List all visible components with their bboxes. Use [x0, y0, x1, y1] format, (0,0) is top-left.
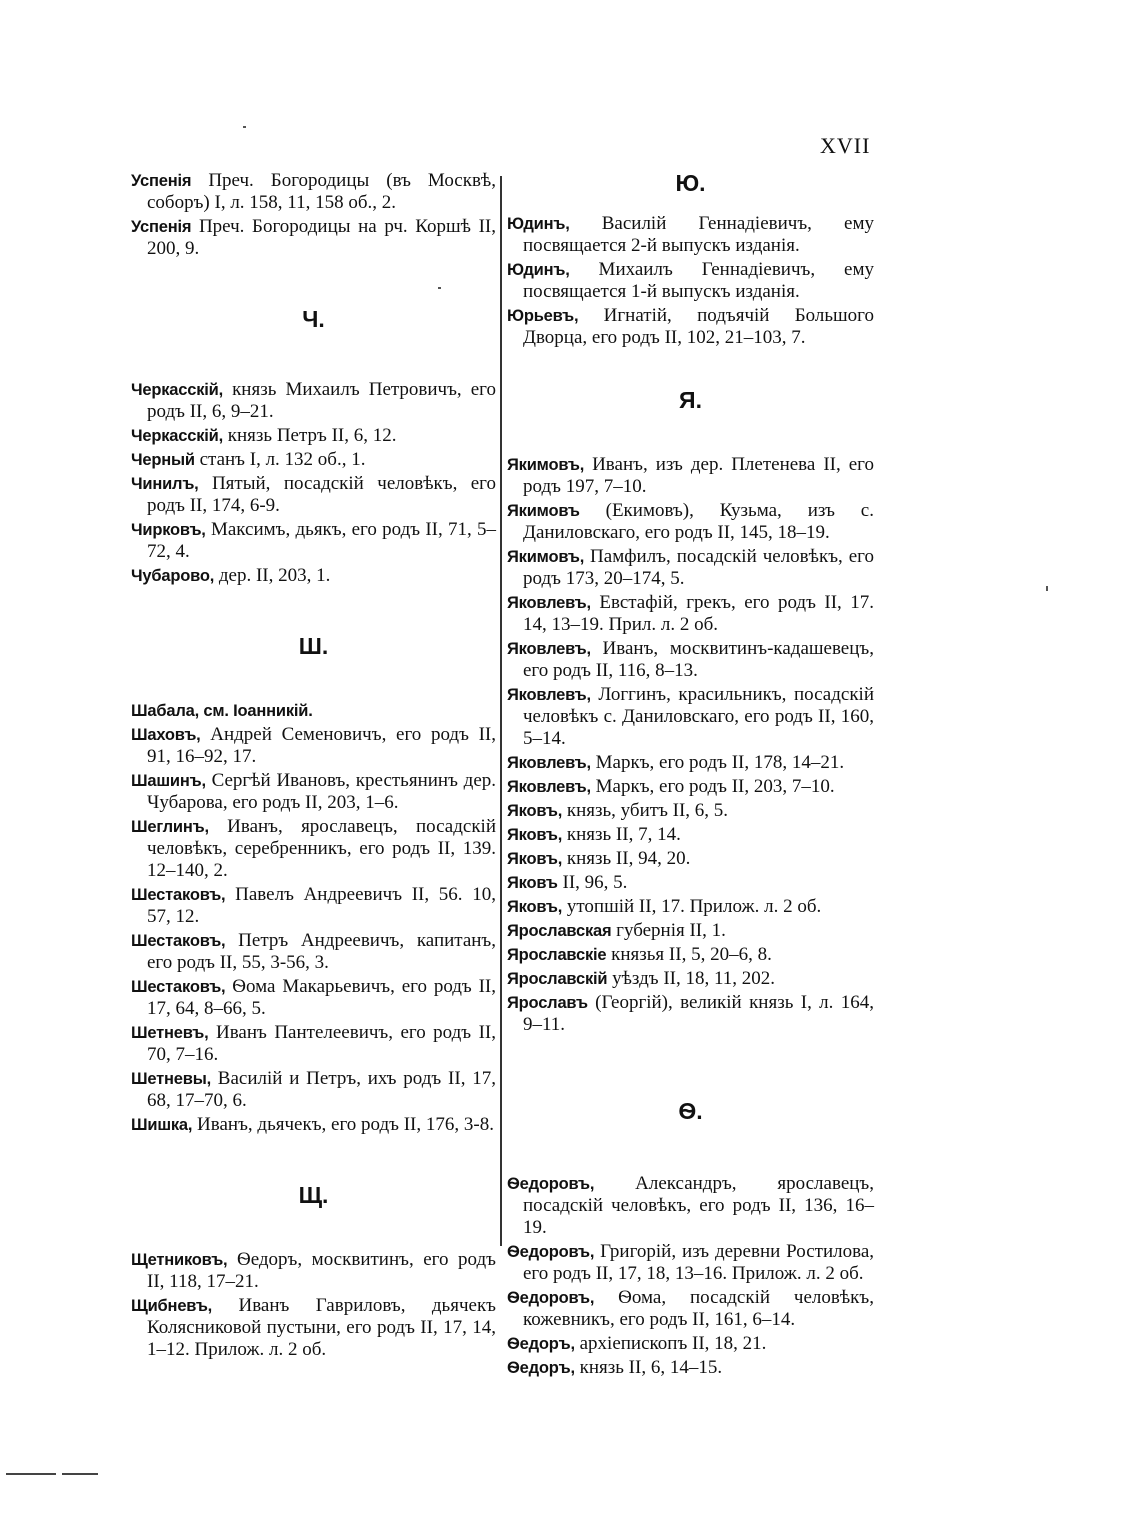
- entry-headword: Юдинъ,: [507, 215, 570, 233]
- entry-text: Маркъ, его родъ II, 178, 14–21.: [590, 752, 845, 773]
- entry-headword: Шестаковъ,: [131, 932, 226, 950]
- entry-headword: Ярославъ: [507, 994, 588, 1012]
- entry-headword: Юрьевъ,: [507, 307, 579, 325]
- entry-headword: Шестаковъ,: [131, 978, 226, 996]
- index-entry: [507, 920, 874, 942]
- entry-text: князь, убитъ II, 6, 5.: [562, 800, 729, 821]
- entry-headword: Яковлевъ,: [507, 640, 591, 658]
- entry-headword: Черкасскій,: [131, 381, 224, 399]
- index-entry: [507, 1287, 874, 1331]
- entry-headword: Успенія: [131, 218, 192, 236]
- entry-headword: Якимовъ: [507, 502, 580, 520]
- index-entry: [507, 992, 874, 1036]
- entry-headword: Шаховъ,: [131, 726, 201, 744]
- entry-text: Преч. Богородицы на рч. Коршѣ II, 200, 9.: [147, 216, 496, 259]
- index-entry: [131, 700, 496, 722]
- index-entry: [507, 968, 874, 990]
- entry-text: князья II, 5, 20–6, 8.: [606, 944, 772, 965]
- entry-text: князь II, 7, 14.: [562, 824, 681, 845]
- entry-headword: Якимовъ,: [507, 548, 585, 566]
- index-entry: [131, 565, 496, 587]
- entry-headword: Якимовъ,: [507, 456, 585, 474]
- column-divider: [500, 176, 502, 1246]
- index-entry: [507, 1241, 874, 1285]
- index-entry: [131, 1249, 496, 1293]
- index-entry: [131, 884, 496, 928]
- entry-text: (Екимовъ), Кузьма, изъ с. Даниловскаго, его родъ II, 145, 18–19.: [523, 500, 874, 543]
- index-entry: [507, 848, 874, 870]
- index-entry: [131, 930, 496, 974]
- entry-text: губернія II, 1.: [611, 920, 726, 941]
- index-entry: [507, 684, 874, 750]
- entry-headword: Ярославскіе: [507, 946, 607, 964]
- section-letter-heading: Ю.: [675, 170, 706, 196]
- entry-text: архіепископъ II, 18, 21.: [574, 1333, 767, 1354]
- index-entry: [507, 454, 874, 498]
- entry-text: Иванъ Пантелеевичъ, его родъ II, 70, 7–16.: [147, 1022, 496, 1065]
- entry-headword: Шетневъ,: [131, 1024, 209, 1042]
- entry-headword: Ѳедоровъ,: [507, 1175, 595, 1193]
- entry-headword: Ѳедоровъ,: [507, 1243, 595, 1261]
- index-entry: [507, 305, 874, 349]
- entry-headword: Яковлевъ,: [507, 754, 591, 772]
- entry-headword: Чинилъ,: [131, 475, 199, 493]
- entry-headword: Шестаковъ,: [131, 886, 226, 904]
- entry-text: Памфилъ, посадскій человѣкъ, его родъ 173, 20–174, 5.: [523, 546, 874, 589]
- entry-headword: Черный: [131, 451, 195, 469]
- index-entry: [507, 638, 874, 682]
- entry-text: князь Михаилъ Петровичъ, его родъ II, 6, 9–21.: [147, 379, 496, 422]
- index-entry: [131, 379, 496, 423]
- entry-headword: Чирковъ,: [131, 521, 206, 539]
- section-letter-heading: Ѳ.: [678, 1098, 703, 1124]
- scan-speck: [243, 126, 246, 128]
- entry-text: Сергѣй Ивановъ, крестьянинъ дер. Чубарова, его родъ II, 203, 1–6.: [147, 770, 496, 813]
- entry-headword: Шетневы,: [131, 1070, 211, 1088]
- section-letter-heading: Щ.: [298, 1182, 329, 1208]
- entry-text: Игнатій, подъячій Большого Дворца, его родъ II, 102, 21–103, 7.: [523, 305, 874, 348]
- entry-headword: Ѳедоръ,: [507, 1335, 575, 1353]
- index-entry: [507, 824, 874, 846]
- entry-headword: Яковъ: [507, 874, 558, 892]
- index-entry: [131, 1068, 496, 1112]
- entry-text: Иванъ, москвитинъ-кадашевецъ, его родъ II, 116, 8–13.: [523, 638, 874, 681]
- scan-speck: [1046, 586, 1048, 591]
- entry-text: Александръ, ярославецъ, посадскій человѣкъ, его родъ II, 136, 16–19.: [523, 1173, 874, 1238]
- entry-text: Василій и Петръ, ихъ родъ II, 17, 68, 17–70, 6.: [147, 1068, 496, 1111]
- entry-text: князь Петръ II, 6, 12.: [223, 425, 397, 446]
- index-entry: [131, 519, 496, 563]
- index-entry: [131, 216, 496, 260]
- scan-edge-mark: [62, 1473, 98, 1475]
- index-column-left: [131, 170, 496, 1363]
- index-column-right: [507, 170, 874, 1381]
- entry-text: Пятый, посадскій человѣкъ, его родъ II, 174, 6-9.: [147, 473, 496, 516]
- entry-text: (Георгій), великій князь I, л. 164, 9–11.: [523, 992, 874, 1035]
- index-entry: [507, 1357, 874, 1379]
- entry-text: Максимъ, дьякъ, его родъ II, 71, 5–72, 4.: [147, 519, 496, 562]
- entry-text: Маркъ, его родъ II, 203, 7–10.: [590, 776, 835, 797]
- entry-text: Андрей Семеновичъ, его родъ II, 91, 16–92, 17.: [147, 724, 496, 767]
- section-letter-heading: Я.: [679, 387, 702, 413]
- entry-headword: Успенія: [131, 172, 192, 190]
- entry-text: Ѳома Макарьевичъ, его родъ II, 17, 64, 8–66, 5.: [147, 976, 496, 1019]
- index-entry: [131, 1295, 496, 1361]
- index-entry: [131, 816, 496, 882]
- entry-headword: Шашинъ,: [131, 772, 206, 790]
- index-entry: [507, 546, 874, 590]
- scan-edge-mark: [6, 1473, 56, 1475]
- entry-text: Ѳома, посадскій человѣкъ, кожевникъ, его родъ II, 161, 6–14.: [523, 1287, 874, 1330]
- index-entry: [507, 259, 874, 303]
- entry-headword: Юдинъ,: [507, 261, 570, 279]
- entry-text: дер. II, 203, 1.: [214, 565, 331, 586]
- index-entry: [507, 1173, 874, 1239]
- index-entry: [507, 752, 874, 774]
- index-entry: [507, 213, 874, 257]
- index-entry: [507, 800, 874, 822]
- entry-headword: Шеглинъ,: [131, 818, 209, 836]
- entry-headword: Щетниковъ,: [131, 1251, 228, 1269]
- entry-headword: Яковлевъ,: [507, 778, 591, 796]
- entry-headword: Ѳедоровъ,: [507, 1289, 595, 1307]
- entry-text: утопшій II, 17. Прилож. л. 2 об.: [562, 896, 822, 917]
- scan-speck: [438, 287, 441, 289]
- index-entry: [507, 872, 874, 894]
- entry-text: Ѳедоръ, москвитинъ, его родъ II, 118, 17–21.: [147, 1249, 496, 1292]
- entry-text: Иванъ, изъ дер. Плетенева II, его родъ 197, 7–10.: [523, 454, 874, 497]
- entry-text: Преч. Богородицы (въ Москвѣ, соборъ) I, л. 158, 11, 158 об., 2.: [147, 170, 496, 213]
- index-entry: [507, 776, 874, 798]
- entry-headword: Яковъ,: [507, 850, 563, 868]
- index-entry: [131, 425, 496, 447]
- page-number: XVII: [820, 133, 871, 158]
- entry-text: Иванъ, ярославецъ, посадскій человѣкъ, серебренникъ, его родъ II, 139. 12–140, 2.: [147, 816, 496, 881]
- section-letter-heading: Ш.: [298, 633, 329, 659]
- entry-headword: Яковъ,: [507, 826, 563, 844]
- index-entry: [507, 1333, 874, 1355]
- entry-headword: Яковъ,: [507, 898, 563, 916]
- index-entry: [131, 449, 496, 471]
- index-entry: [131, 1022, 496, 1066]
- entry-text: Василій Геннадіевичъ, ему посвящается 2-й выпускъ изданія.: [523, 213, 874, 256]
- entry-text: князь II, 94, 20.: [562, 848, 691, 869]
- entry-headword: Щибневъ,: [131, 1297, 213, 1315]
- entry-text: станъ I, л. 132 об., 1.: [194, 449, 366, 470]
- index-entry: [131, 724, 496, 768]
- entry-headword: Шишка,: [131, 1116, 193, 1134]
- index-entry: [507, 896, 874, 918]
- index-entry: [131, 976, 496, 1020]
- index-entry: [507, 500, 874, 544]
- entry-text: Иванъ Гавриловъ, дьячекъ Колясниковой пустыни, его родъ II, 17, 14, 1–12. Прилож. л. 2 об.: [147, 1295, 496, 1360]
- entry-text: II, 96, 5.: [557, 872, 628, 893]
- section-letter-heading: Ч.: [302, 306, 325, 332]
- entry-headword: Яковлевъ,: [507, 594, 591, 612]
- entry-text: Михаилъ Геннадіевичъ, ему посвящается 1-й выпускъ изданія.: [523, 259, 874, 302]
- entry-headword: Шабала, см. Іоанникій.: [131, 702, 313, 720]
- entry-text: Евстафій, грекъ, его родъ II, 17. 14, 13–19. Прил. л. 2 об.: [523, 592, 874, 635]
- index-entry: [507, 944, 874, 966]
- entry-headword: Черкасскій,: [131, 427, 224, 445]
- entry-headword: Яковлевъ,: [507, 686, 591, 704]
- entry-text: Иванъ, дьячекъ, его родъ II, 176, 3-8.: [192, 1114, 494, 1135]
- entry-text: уѣздъ II, 18, 11, 202.: [607, 968, 776, 989]
- index-entry: [131, 170, 496, 214]
- entry-headword: Ярославская: [507, 922, 612, 940]
- entry-headword: Чубарово,: [131, 567, 215, 585]
- entry-headword: Ѳедоръ,: [507, 1359, 575, 1377]
- entry-text: Павелъ Андреевичъ II, 56. 10, 57, 12.: [147, 884, 496, 927]
- entry-text: Григорій, изъ деревни Ростилова, его родъ II, 17, 18, 13–16. Прилож. л. 2 об.: [523, 1241, 874, 1284]
- entry-headword: Ярославскій: [507, 970, 608, 988]
- entry-text: Петръ Андреевичъ, капитанъ, его родъ II, 55, 3-56, 3.: [147, 930, 496, 973]
- index-entry: [131, 1114, 496, 1136]
- entry-text: Логгинъ, красильникъ, посадскій человѣкъ с. Даниловскаго, его родъ II, 160, 5–14.: [523, 684, 874, 749]
- entry-text: князь II, 6, 14–15.: [574, 1357, 723, 1378]
- index-entry: [131, 770, 496, 814]
- entry-headword: Яковъ,: [507, 802, 563, 820]
- index-entry: [131, 473, 496, 517]
- index-entry: [507, 592, 874, 636]
